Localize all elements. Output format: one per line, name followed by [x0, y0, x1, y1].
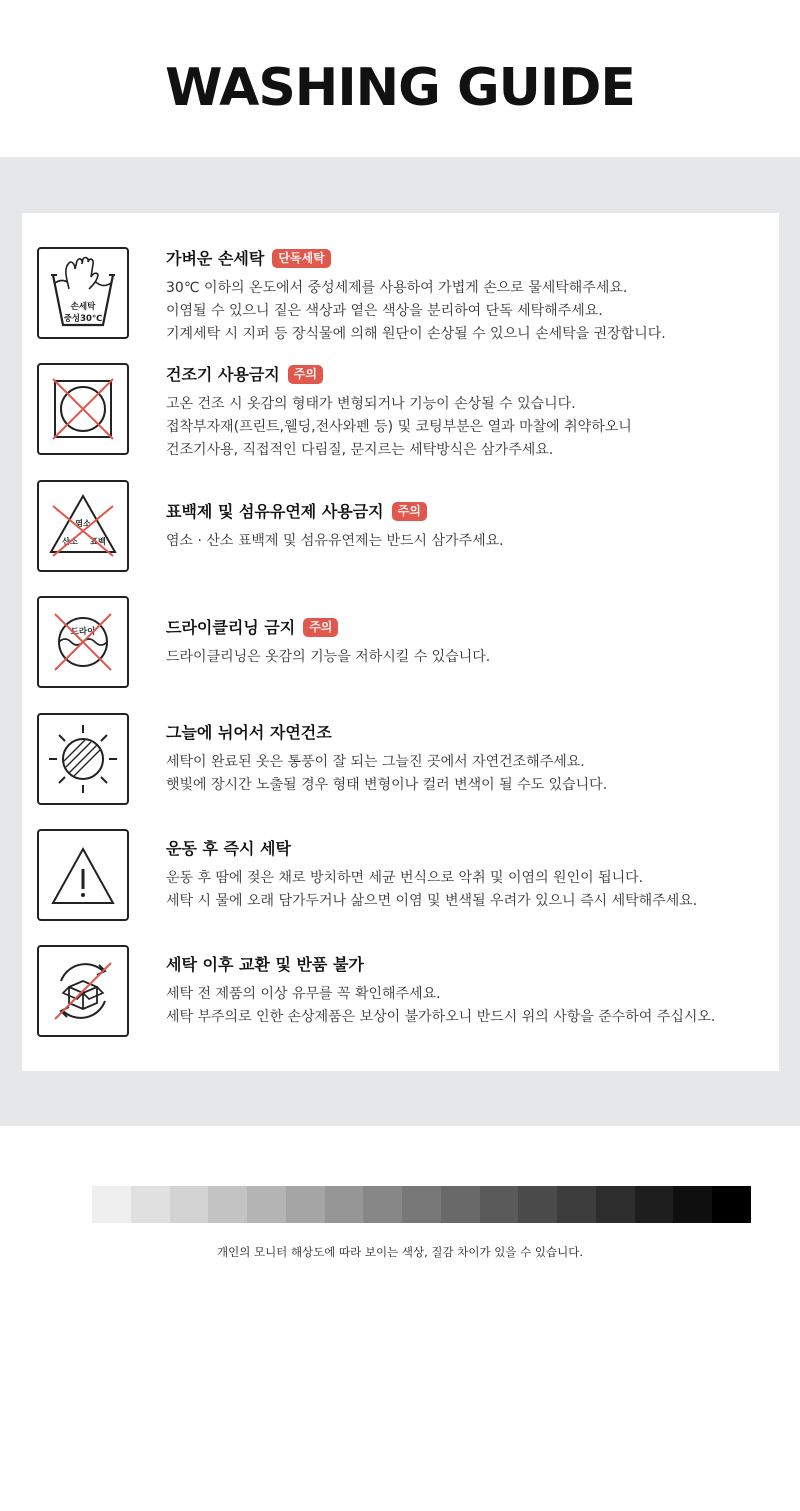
item-description: [166, 867, 697, 913]
description-line: 세탁 시 물에 오래 담가두거나 삶으면 이염 및 변색될 우려가 있으니 즉시 세탁해주세요.: [166, 893, 698, 909]
item-description: [166, 751, 607, 797]
guide-item-no-dryer: [22, 363, 779, 463]
description-line: 햇빛에 장시간 노출될 경우 형태 변형이나 컬러 변색이 될 수도 있습니다.: [166, 777, 608, 793]
item-title: [166, 247, 331, 271]
guide-item-hand-wash: [22, 247, 779, 347]
shade-dry-icon: [37, 713, 129, 805]
caution-badge: 주의: [288, 365, 323, 384]
icon-label-temperature: 중성30℃: [63, 314, 103, 324]
gray-swatch: [208, 1186, 247, 1223]
guide-item-no-return: [22, 945, 779, 1045]
no-tumble-dry-icon: [37, 363, 129, 455]
guide-item-wash-after-exercise: [22, 829, 779, 929]
gray-swatch: [441, 1186, 480, 1223]
description-line: 이염될 수 있으니 짙은 색상과 옅은 색상을 분리하여 단독 세탁해주세요.: [166, 303, 603, 319]
description-line: 세탁 전 제품의 이상 유무를 꼭 확인해주세요.: [166, 986, 441, 1002]
item-title-text: 세탁 이후 교환 및 반품 불가: [166, 955, 364, 974]
gray-swatch: [286, 1186, 325, 1223]
gray-swatch: [635, 1186, 674, 1223]
description-line: 접착부자재(프린트,웰딩,전사와펜 등) 및 코팅부분은 열과 마찰에 취약하오니: [166, 419, 632, 435]
item-title: [166, 721, 332, 745]
gray-swatch: [518, 1186, 557, 1223]
gray-swatch: [596, 1186, 635, 1223]
gray-swatch: [673, 1186, 712, 1223]
description-line: 드라이클리닝은 옷감의 기능을 저하시킬 수 있습니다.: [166, 649, 491, 665]
item-description: [166, 393, 632, 462]
no-dry-clean-icon: [37, 596, 129, 688]
gray-swatch: [92, 1186, 131, 1223]
item-title: [166, 953, 364, 977]
description-line: 30℃ 이하의 온도에서 중성세제를 사용하여 가볍게 손으로 물세탁해주세요.: [166, 280, 628, 296]
monitor-disclaimer: 개인의 모니터 해상도에 따라 보이는 색상, 질감 차이가 있을 수 있습니다.: [216, 1245, 584, 1259]
item-title-text: 드라이클리닝 금지: [166, 618, 296, 637]
item-title: [166, 500, 427, 524]
description-line: 고온 건조 시 옷감의 형태가 변형되거나 기능이 손상될 수 있습니다.: [166, 396, 576, 412]
gray-swatch: [170, 1186, 209, 1223]
description-line: 기계세탁 시 지퍼 등 장식물에 의해 원단이 손상될 수 있으니 손세탁을 권장합니다.: [166, 326, 666, 342]
warning-icon: [37, 829, 129, 921]
page-title: WASHING GUIDE: [165, 58, 635, 118]
item-description: [166, 277, 666, 346]
item-title-text: 건조기 사용금지: [166, 365, 280, 384]
gray-swatch: [363, 1186, 402, 1223]
guide-item-no-bleach: [22, 480, 779, 580]
description-line: 염소 · 산소 표백제 및 섬유유연제는 반드시 삼가주세요.: [166, 533, 504, 549]
header: [0, 0, 800, 157]
item-title-text: 가벼운 손세탁: [166, 249, 265, 268]
item-title-text: 표백제 및 섬유유연제 사용금지: [166, 502, 384, 521]
icon-label-bleach: 표백: [90, 537, 106, 546]
icon-label-dry: 드라이: [70, 627, 96, 637]
gray-swatch: [402, 1186, 441, 1223]
description-line: 세탁 부주의로 인한 손상제품은 보상이 불가하오니 반드시 위의 사항을 준수하여 주십시오.: [166, 1009, 716, 1025]
no-bleach-icon: [37, 480, 129, 572]
icon-label-chlorine: 염소: [75, 519, 91, 528]
item-description: [166, 646, 490, 669]
caution-badge: 주의: [303, 618, 338, 637]
gray-swatch: [325, 1186, 364, 1223]
guide-item-shade-dry: [22, 713, 779, 813]
item-title: [166, 837, 291, 861]
guide-item-no-dry-clean: [22, 596, 779, 696]
guide-card: [22, 213, 779, 1071]
item-title: [166, 616, 338, 640]
gray-swatch: [480, 1186, 519, 1223]
item-description: [166, 983, 715, 1029]
solo-wash-badge: 단독세탁: [272, 249, 330, 268]
caution-badge: 주의: [392, 502, 427, 521]
guide-band: [0, 157, 800, 1126]
icon-label-hand-wash: 손세탁: [70, 302, 96, 312]
gray-swatch: [131, 1186, 170, 1223]
item-title: [166, 363, 323, 387]
hand-wash-icon: [37, 247, 129, 339]
no-return-icon: [37, 945, 129, 1037]
gray-swatch: [247, 1186, 286, 1223]
item-description: [166, 530, 504, 553]
description-line: 세탁이 완료된 옷은 통풍이 잘 되는 그늘진 곳에서 자연건조해주세요.: [166, 754, 585, 770]
item-title-text: 그늘에 뉘어서 자연건조: [166, 723, 332, 742]
description-line: 건조기사용, 직접적인 다림질, 문지르는 세탁방식은 삼가주세요.: [166, 442, 554, 458]
gray-swatch: [712, 1186, 751, 1223]
gray-swatch: [557, 1186, 596, 1223]
item-title-text: 운동 후 즉시 세탁: [166, 839, 291, 858]
icon-label-oxygen: 산소: [62, 537, 78, 546]
color-gradient-swatches: [92, 1186, 751, 1223]
description-line: 운동 후 땀에 젖은 채로 방치하면 세균 번식으로 악취 및 이염의 원인이 됩니다.: [166, 870, 644, 886]
